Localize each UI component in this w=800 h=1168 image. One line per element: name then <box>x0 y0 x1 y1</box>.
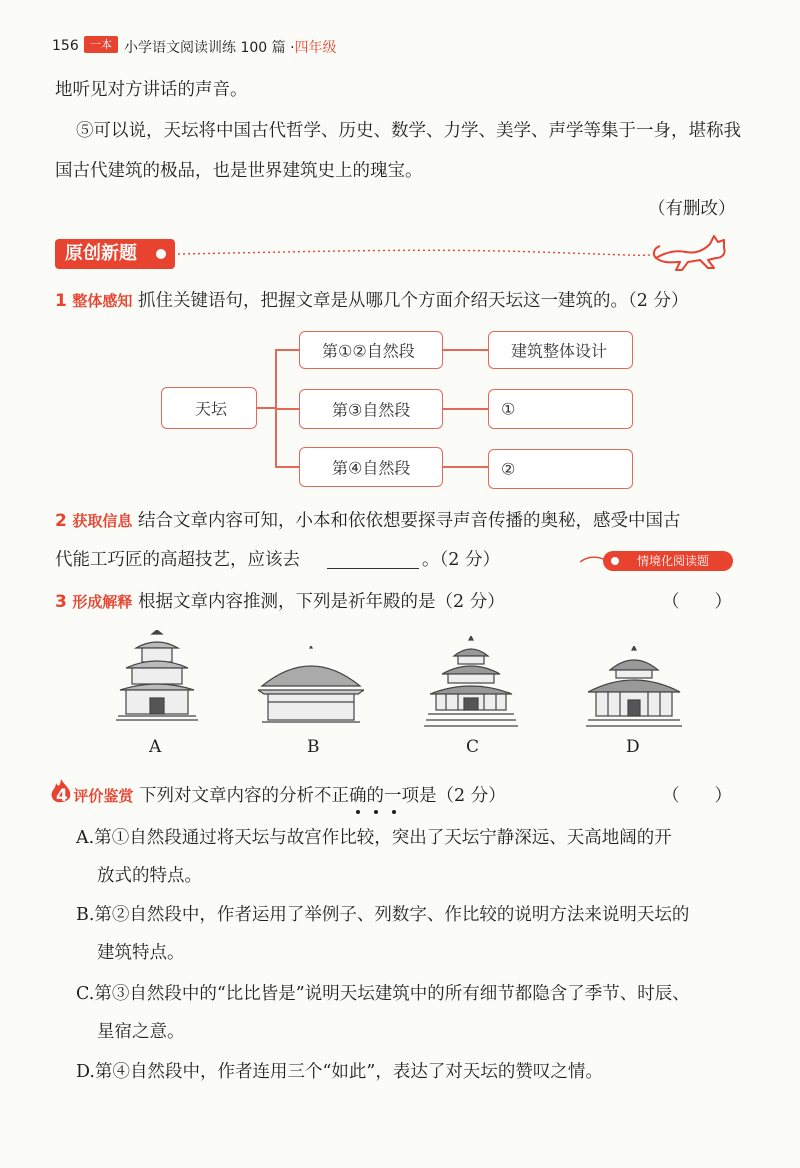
choice-c-line2: 星宿之意。 <box>97 1022 185 1042</box>
diagram-answer-label: 建筑整体设计 <box>511 341 608 361</box>
book-title <box>124 37 337 57</box>
choice-c-line1[interactable]: C.第③自然段中的“比比皆是”说明天坛建筑中的所有细节都隐含了季节、时辰、 <box>76 984 690 1004</box>
question-2-score: 。（2 分） <box>422 550 500 570</box>
building-option-a-image[interactable] <box>114 630 200 724</box>
question-2 <box>55 513 681 531</box>
source-note: （有删改） <box>648 199 736 219</box>
option-label-c: C <box>466 737 480 757</box>
question-text: 下列对文章内容的分析不正确的一项是（2 分） <box>139 786 506 806</box>
question-2-line2: 代能工巧匠的高超技艺，应该去 <box>55 550 300 570</box>
building-option-d-image[interactable] <box>584 646 684 730</box>
question-text: 抓住关键语句，把握文章是从哪几个方面介绍天坛这一建筑的。（2 分） <box>138 291 689 311</box>
question-number: 2 <box>55 511 67 531</box>
connector <box>275 349 300 351</box>
diagram-branch-label: 第①②自然段 <box>322 341 415 361</box>
page-number: 156 <box>52 38 79 54</box>
fill-in-blank[interactable] <box>327 568 419 569</box>
question-number: 4 <box>56 786 68 806</box>
passage-line: 地听见对方讲话的声音。 <box>55 80 248 100</box>
situational-reading-badge <box>603 551 733 571</box>
choice-d-line1[interactable]: D.第④自然段中，作者连用三个“如此”，表达了对天坛的赞叹之情。 <box>76 1062 603 1082</box>
choice-b-line1[interactable]: B.第②自然段中，作者运用了举例子、列数字、作比较的说明方法来说明天坛的 <box>76 905 690 925</box>
connector <box>275 466 300 468</box>
answer-parentheses[interactable]: （ ） <box>662 592 732 612</box>
question-tag: 评价鉴赏 <box>73 787 134 805</box>
diagram-branch-label: 第④自然段 <box>332 458 411 478</box>
question-1 <box>55 293 688 311</box>
connector <box>257 407 276 409</box>
badge-dot <box>611 557 619 565</box>
question-number: 1 <box>55 291 67 311</box>
question-number: 3 <box>55 592 67 612</box>
question-tag: 形成解释 <box>72 593 133 611</box>
banner-dotted-line <box>178 242 658 262</box>
answer-blank-2[interactable] <box>488 449 633 489</box>
building-option-b-image[interactable] <box>258 646 364 726</box>
building-option-c-image[interactable] <box>424 636 518 732</box>
question-text: 根据文章内容推测，下列是祈年殿的是（2 分） <box>138 592 505 612</box>
grade-label: 四年级 <box>294 40 337 56</box>
answer-blank-1[interactable] <box>488 389 633 429</box>
banner-dot <box>156 249 166 259</box>
connector <box>443 466 489 468</box>
option-label-d: D <box>626 737 640 757</box>
passage-paragraph-5-line2: 国古代建筑的极品，也是世界建筑史上的瑰宝。 <box>55 161 423 181</box>
diagram-answer-label: ② <box>501 459 516 479</box>
connector <box>275 408 300 410</box>
question-4 <box>56 788 506 806</box>
passage-paragraph-5-line1: ⑤可以说，天坛将中国古代哲学、历史、数学、力学、美学、声学等集于一身，堪称我 <box>76 121 741 141</box>
brand-badge: 一本 <box>84 36 118 53</box>
diagram-branch-box <box>299 331 443 369</box>
question-text: 结合文章内容可知，小本和依依想要探寻声音传播的奥秘，感受中国古 <box>138 511 681 531</box>
question-3 <box>55 594 505 612</box>
diagram-branch-box <box>299 447 443 487</box>
emphasis-dot <box>356 810 360 814</box>
emphasis-dot <box>374 810 378 814</box>
question-tag: 整体感知 <box>72 292 133 310</box>
diagram-branch-label: 第③自然段 <box>332 400 411 420</box>
choice-a-line2: 放式的特点。 <box>97 866 202 886</box>
book-title-text: 小学语文阅读训练 100 篇 · <box>124 40 295 56</box>
connector <box>443 408 489 410</box>
badge-label: 情境化阅读题 <box>636 554 709 568</box>
option-label-a: A <box>149 737 162 757</box>
choice-b-line2: 建筑特点。 <box>97 943 185 963</box>
option-label-b: B <box>307 737 320 757</box>
choice-a-line1[interactable]: A.第①自然段通过将天坛与故宫作比较，突出了天坛宁静深远、天高地阔的开 <box>76 828 672 848</box>
connector <box>443 349 489 351</box>
section-banner: 原创新题 <box>55 239 175 269</box>
diagram-branch-box <box>299 389 443 429</box>
diagram-root-label: 天坛 <box>195 399 228 419</box>
running-cat-icon <box>652 228 734 274</box>
diagram-root-box <box>161 387 257 429</box>
question-tag: 获取信息 <box>72 512 133 530</box>
emphasis-dot <box>392 810 396 814</box>
answer-parentheses[interactable]: （ ） <box>662 786 732 806</box>
diagram-answer-box <box>488 331 633 369</box>
diagram-answer-label: ① <box>501 399 516 419</box>
